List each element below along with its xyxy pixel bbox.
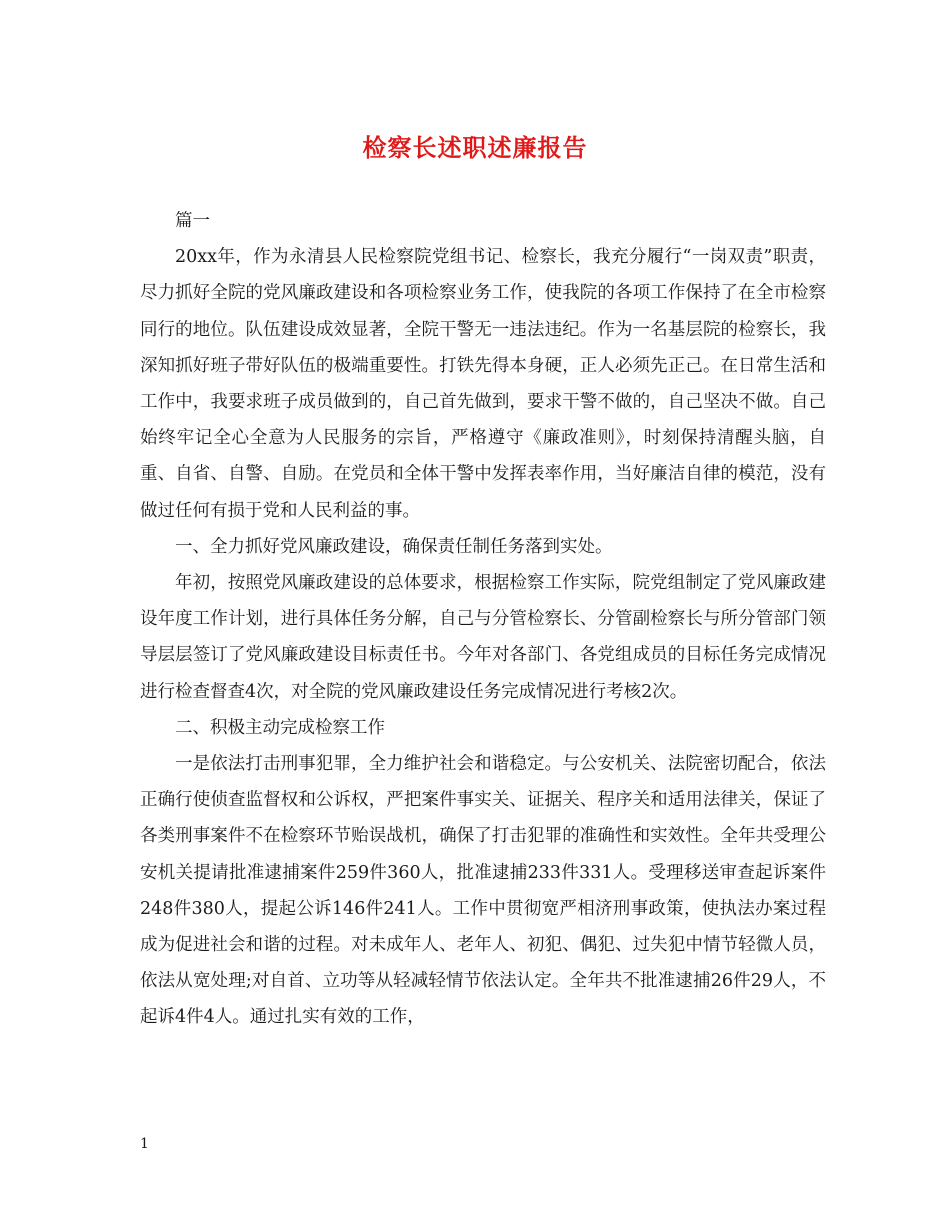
document-body <box>140 203 826 1036</box>
section-label: 篇一 <box>175 211 210 231</box>
paragraph-intro: 20xx年，作为永清县人民检察院党组书记、检察长，我充分履行“一岗双责”职责，尽力抓好全院的党风廉政建设和各项检察业务工作，使我院的各项工作保持了在全市检察同行的地位。队伍建设成效显著，全院干警无一违法违纪。作为一名基层院的检察长，我深知抓好班子带好队伍的极端重要性。打铁先得本身硬，正人必须先正己。在日常生活和工作中，我要求班子成员做到的，自己首先做到，要求干警不做的，自己坚决不做。自己始终牢记全心全意为人民服务的宗旨，严格遵守《廉政准则》，时刻保持清醒头脑，自重、自省、自警、自励。在党员和全体干警中发挥表率作用，当好廉洁自律的模范，没有做过任何有损于党和人民利益的事。 <box>140 247 826 521</box>
document-title: 检察长述职述廉报告 <box>362 133 588 162</box>
page-number: 1 <box>140 1136 149 1152</box>
paragraph-section-1: 年初，按照党风廉政建设的总体要求，根据检察工作实际，院党组制定了党风廉政建设年度工作计划，进行具体任务分解，自己与分管检察长、分管副检察长与所分管部门领导层层签订了党风廉政建设目标责任书。今年对各部门、各党组成员的目标任务完成情况进行检查督查4次，对全院的党风廉政建设任务完成情况进行考核2次。 <box>140 573 826 702</box>
heading-section-2: 二、积极主动完成检察工作 <box>175 717 385 738</box>
paragraph-section-2: 一是依法打击刑事犯罪，全力维护社会和谐稳定。与公安机关、法院密切配合，依法正确行使侦查监督权和公诉权，严把案件事实关、证据关、程序关和适用法律关，保证了各类刑事案件不在检察环节贻误战机，确保了打击犯罪的准确性和实效性。全年共受理公安机关提请批准逮捕案件259件360人，批准逮捕233件331人。受理移送审查起诉案件248件380人，提起公诉146件241人。工作中贯彻宽严相济刑事政策，使执法办案过程成为促进社会和谐的过程。对未成年人、老年人、初犯、偶犯、过失犯中情节轻微人员，依法从宽处理;对自首、立功等从轻减轻情节依法认定。全年共不批准逮捕26件29人，不起诉4件4人。通过扎实有效的工作， <box>140 754 826 1028</box>
heading-section-1: 一、全力抓好党风廉政建设，确保责任制任务落到实处。 <box>175 536 613 557</box>
